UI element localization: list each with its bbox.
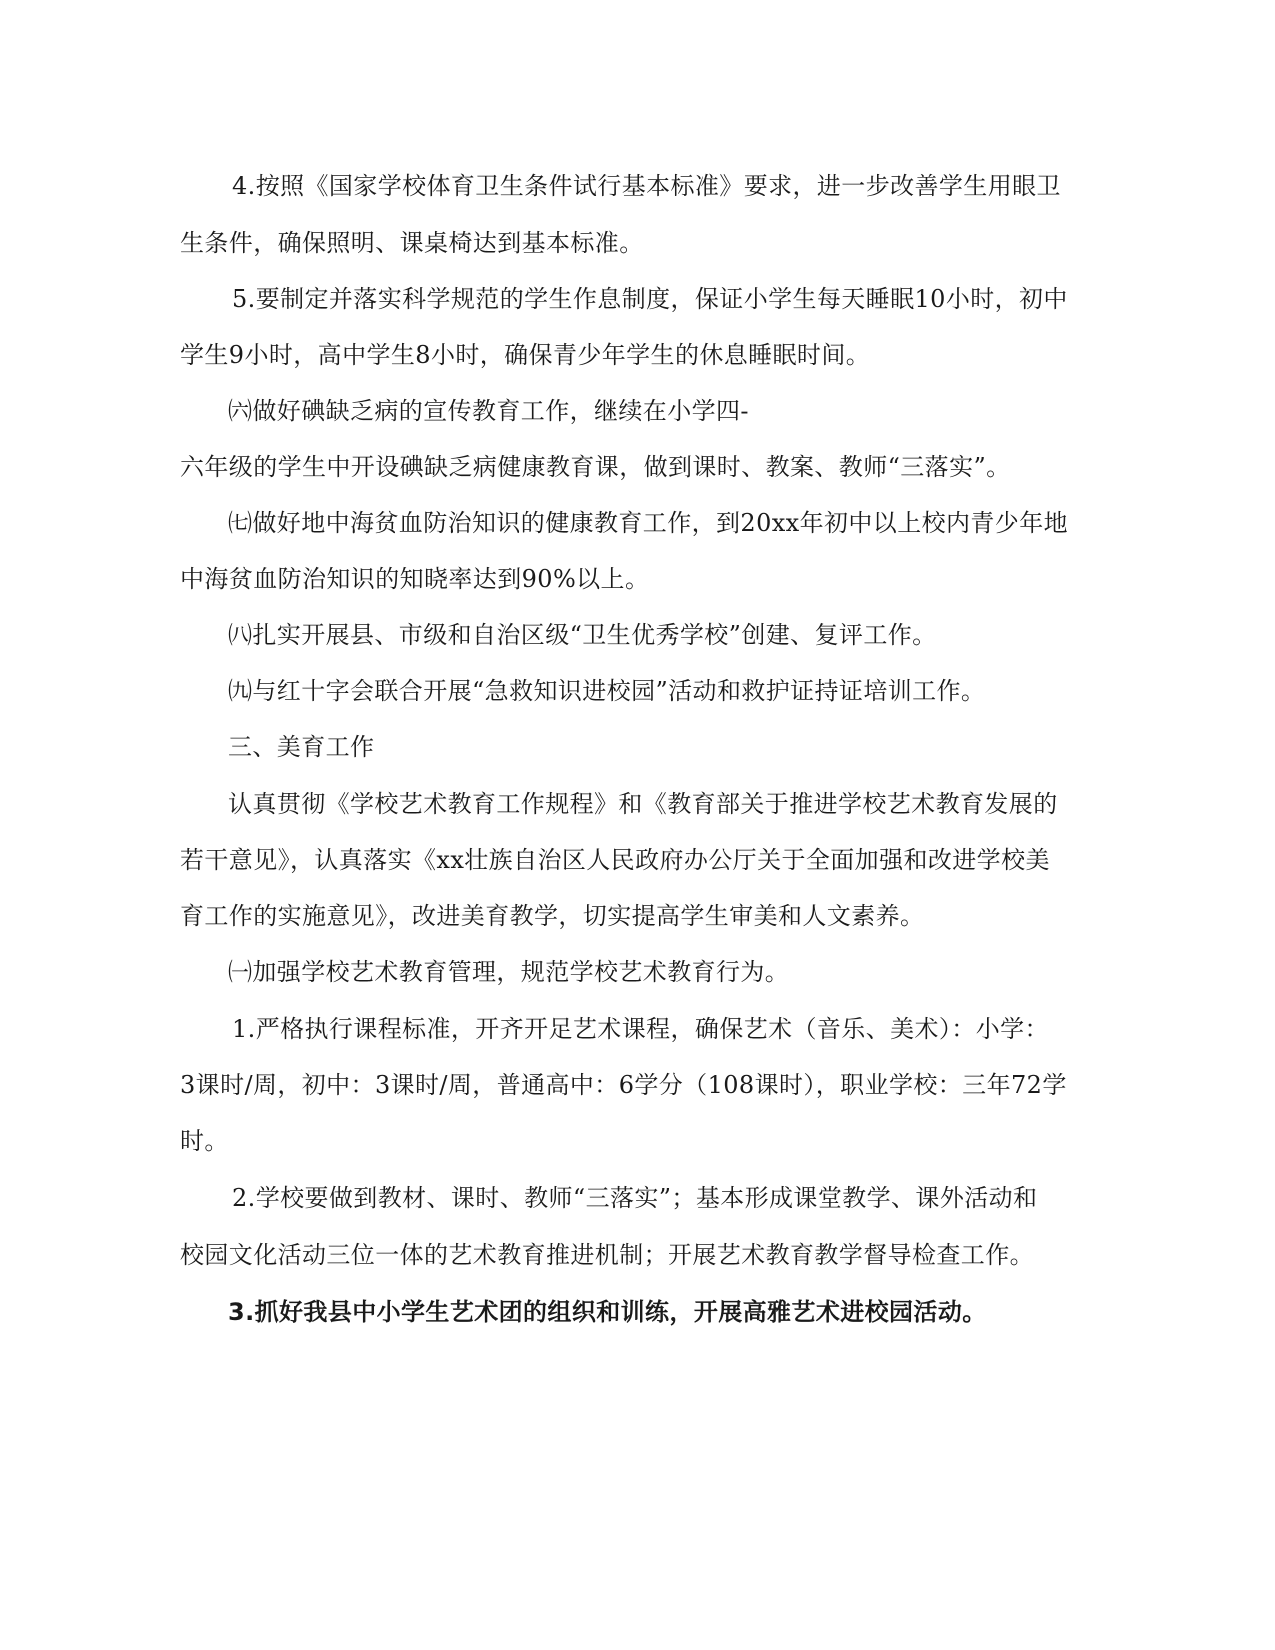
paragraph-line-3: 5.要制定并落实科学规范的学生作息制度，保证小学生每天睡眠10小时，初中 (232, 285, 1068, 313)
paragraph-line-1: 4.按照《国家学校体育卫生条件试行基本标准》要求，进一步改善学生用眼卫 (232, 172, 1061, 200)
paragraph-line-8: 中海贫血防治知识的知晓率达到90%以上。 (180, 565, 650, 593)
paragraph-line-15: ㈠加强学校艺术教育管理，规范学校艺术教育行为。 (228, 958, 790, 986)
paragraph-line-17: 3课时/周，初中：3课时/周，普通高中：6学分（108课时），职业学校：三年72学 (180, 1071, 1067, 1099)
section-heading-aesthetic-education: 三、美育工作 (228, 733, 375, 761)
paragraph-line-14: 育工作的实施意见》，改进美育教学，切实提高学生审美和人文素养。 (180, 902, 925, 930)
paragraph-line-6: 六年级的学生中开设碘缺乏病健康教育课，做到课时、教案、教师“三落实”。 (180, 453, 1011, 481)
paragraph-line-12: 认真贯彻《学校艺术教育工作规程》和《教育部关于推进学校艺术教育发展的 (228, 790, 1058, 818)
paragraph-line-13: 若干意见》，认真落实《xx壮族自治区人民政府办公厅关于全面加强和改进学校美 (180, 846, 1050, 874)
paragraph-line-18: 时。 (180, 1127, 229, 1155)
paragraph-line-5: ㈥做好碘缺乏病的宣传教育工作，继续在小学四- (228, 397, 749, 425)
paragraph-line-9: ㈧扎实开展县、市级和自治区级“卫生优秀学校”创建、复评工作。 (228, 621, 937, 649)
paragraph-line-20: 校园文化活动三位一体的艺术教育推进机制；开展艺术教育教学督导检查工作。 (180, 1241, 1034, 1269)
paragraph-line-7: ㈦做好地中海贫血防治知识的健康教育工作，到20xx年初中以上校内青少年地 (228, 509, 1069, 537)
paragraph-line-10: ㈨与红十字会联合开展“急救知识进校园”活动和救护证持证培训工作。 (228, 677, 986, 705)
paragraph-line-2: 生条件，确保照明、课桌椅达到基本标准。 (180, 229, 644, 257)
paragraph-line-19: 2.学校要做到教材、课时、教师“三落实”；基本形成课堂教学、课外活动和 (232, 1184, 1038, 1212)
paragraph-line-16: 1.严格执行课程标准，开齐开足艺术课程，确保艺术（音乐、美术）：小学： (232, 1015, 1049, 1043)
paragraph-line-4: 学生9小时，高中学生8小时，确保青少年学生的休息睡眠时间。 (180, 341, 871, 369)
paragraph-line-21-bold: 3.抓好我县中小学生艺术团的组织和训练，开展高雅艺术进校园活动。 (228, 1298, 987, 1326)
